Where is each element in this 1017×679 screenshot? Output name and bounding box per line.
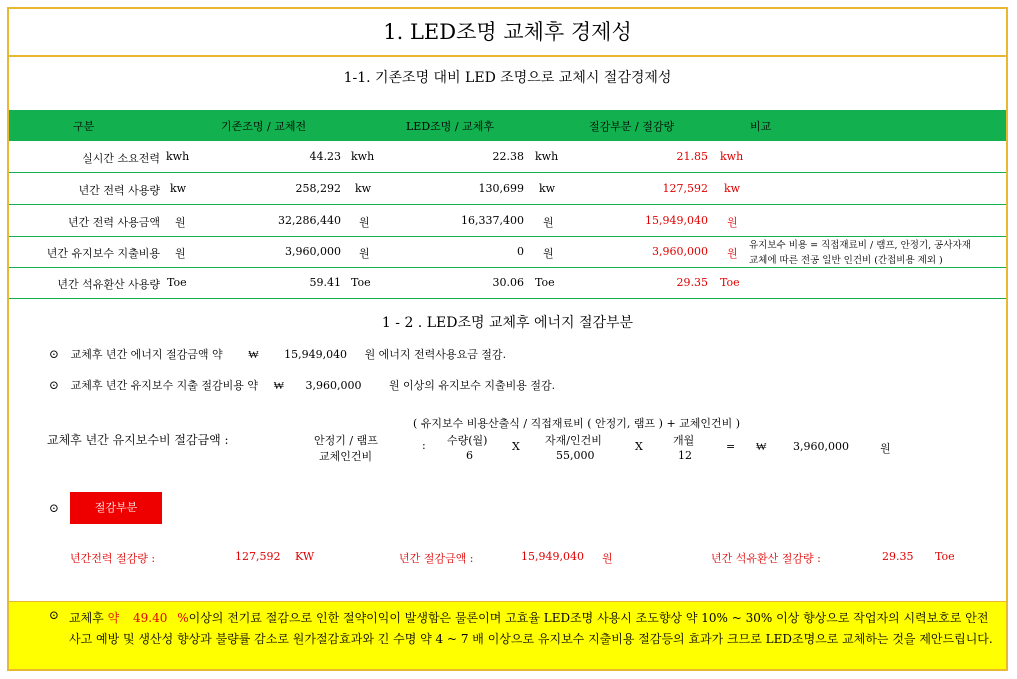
unit-saving: kwh [720, 150, 744, 163]
formula-colon: : [422, 439, 426, 452]
unit-before: Toe [351, 276, 371, 289]
unit-before: 원 [359, 216, 370, 229]
value-after: 130,699 [478, 182, 524, 195]
table-header [9, 110, 1006, 141]
formula-cost-label: 자재/인건비 [545, 434, 602, 447]
header-before: 기존조명 / 교체전 [221, 120, 307, 133]
row-unit: Toe [167, 276, 187, 289]
formula-qty-label: 수량(월) [447, 434, 488, 447]
formula-item2: 교체인건비 [319, 450, 373, 463]
document-frame [7, 7, 1008, 671]
page-title: 1. LED조명 교체후 경제성 [9, 9, 1006, 57]
formula-qty: 6 [466, 449, 473, 462]
formula-months: 12 [678, 449, 692, 462]
formula-multiply: X [512, 440, 520, 453]
value-after: 30.06 [492, 276, 524, 289]
bullet-circle-icon: ⊙ [49, 501, 60, 515]
table-row [9, 205, 1006, 237]
unit-after: 원 [543, 247, 554, 260]
value-saving: 21.85 [676, 150, 708, 163]
conclusion-box [9, 601, 1006, 671]
formula-cost: 55,000 [556, 449, 595, 462]
header-category: 구분 [73, 120, 95, 133]
section-title-1-2: 1 - 2 . LED조명 교체후 에너지 절감부분 [381, 315, 634, 331]
table-row [9, 173, 1006, 205]
row-label: 실시간 소요전력 [82, 152, 160, 165]
row-label: 년간 전력 사용량 [78, 184, 160, 197]
formula-item1: 안정기 / 램프 [314, 434, 378, 447]
summary-oil-value: 29.35 [882, 550, 914, 563]
unit-before: 원 [359, 247, 370, 260]
formula-multiply: X [635, 440, 643, 453]
header-note: 비교 [750, 120, 772, 133]
table-row [9, 236, 1006, 268]
bullet-maintenance-saving: ⊙ 교체후 년간 유지보수 지출 절감비용 약 ₩ 3,960,000 원 이상의 유지보수 지출비용 절감. [49, 378, 556, 392]
value-saving: 29.35 [676, 276, 708, 289]
row-label: 년간 석유환산 사용량 [57, 278, 160, 291]
bullet-circle-icon: ⊙ [49, 378, 60, 392]
savings-section-button[interactable]: 절감부분 [70, 492, 162, 524]
value-before: 44.23 [309, 150, 341, 163]
formula-months-label: 개월 [673, 434, 695, 447]
summary-amount-label: 년간 절감금액 : [399, 552, 474, 565]
maintenance-note-line2: 교체에 따른 전공 일반 인건비 (간접비용 제외 ) [749, 255, 943, 266]
formula-won: ₩ [756, 440, 767, 453]
header-after: LED조명 / 교체후 [406, 120, 494, 133]
value-before: 32,286,440 [278, 214, 341, 227]
maintenance-note-line1: 유지보수 비용 = 직접재료비 / 램프, 안정기, 공사자재 [749, 240, 971, 251]
value-saving: 3,960,000 [652, 245, 708, 258]
formula-label: 교체후 년간 유지보수비 절감금액 : [47, 433, 229, 447]
unit-saving: 원 [727, 216, 738, 229]
bullet-circle-icon: ⊙ [49, 608, 60, 622]
unit-after: kw [539, 182, 556, 195]
section-title-1-1: 1-1. 기존조명 대비 LED 조명으로 교체시 절감경제성 [343, 70, 672, 86]
unit-before: kwh [351, 150, 375, 163]
conclusion-text: 교체후 약 49.40 %이상의 전기료 절감으로 인한 절약이익이 발생함은 물론이며 고효율 LED조명 사용시 조도향상 약 10% ~ 30% 이상 향상으로 작업자의 시력보호로 안전사고 예방 및 생산성 향상과 불량률 감소로 원가절감효과와 긴 수명 약 4 ~ 7 배 이상으로 유지보수 지출비용 절감등의 효과가 크므로 LED조명으로 교체하는 것을 제안드립니다. [69, 611, 993, 646]
unit-after: kwh [535, 150, 559, 163]
row-unit: kwh [166, 150, 190, 163]
row-label: 년간 전력 사용금액 [67, 216, 160, 229]
unit-saving: 원 [727, 247, 738, 260]
formula-result: 3,960,000 [793, 440, 849, 453]
value-saving: 15,949,040 [645, 214, 708, 227]
table-row [9, 141, 1006, 173]
summary-amount-value: 15,949,040 [521, 550, 584, 563]
row-unit: kw [170, 182, 187, 195]
summary-oil-unit: Toe [935, 550, 955, 563]
value-after: 22.38 [492, 150, 524, 163]
bullet-energy-saving: ⊙ 교체후 년간 에너지 절감금액 약 ₩ 15,949,040 원 에너지 전력사용요금 절감. [49, 347, 507, 361]
value-before: 3,960,000 [285, 245, 341, 258]
value-after: 0 [517, 245, 524, 258]
bullet-circle-icon: ⊙ [49, 347, 60, 361]
unit-saving: Toe [720, 276, 740, 289]
summary-power-unit: KW [295, 550, 315, 563]
unit-before: kw [355, 182, 372, 195]
value-before: 258,292 [295, 182, 341, 195]
summary-oil-label: 년간 석유환산 절감량 : [711, 552, 821, 565]
summary-power-label: 년간전력 절감량 : [70, 552, 156, 565]
row-unit: 원 [175, 247, 186, 260]
formula-result-unit: 원 [880, 442, 891, 455]
summary-amount-unit: 원 [602, 552, 613, 565]
table-row [9, 267, 1006, 299]
unit-after: 원 [543, 216, 554, 229]
formula-equals: = [726, 440, 736, 453]
unit-saving: kw [724, 182, 741, 195]
value-saving: 127,592 [662, 182, 708, 195]
formula-header: ( 유지보수 비용산출식 / 직접재료비 ( 안정기, 램프 ) + 교체인건비 ) [413, 417, 741, 430]
summary-power-value: 127,592 [235, 550, 281, 563]
header-saving: 절감부분 / 절감량 [589, 120, 675, 133]
unit-after: Toe [535, 276, 555, 289]
row-label: 년간 유지보수 지출비용 [46, 247, 160, 260]
value-before: 59.41 [309, 276, 341, 289]
row-unit: 원 [175, 216, 186, 229]
value-after: 16,337,400 [461, 214, 524, 227]
